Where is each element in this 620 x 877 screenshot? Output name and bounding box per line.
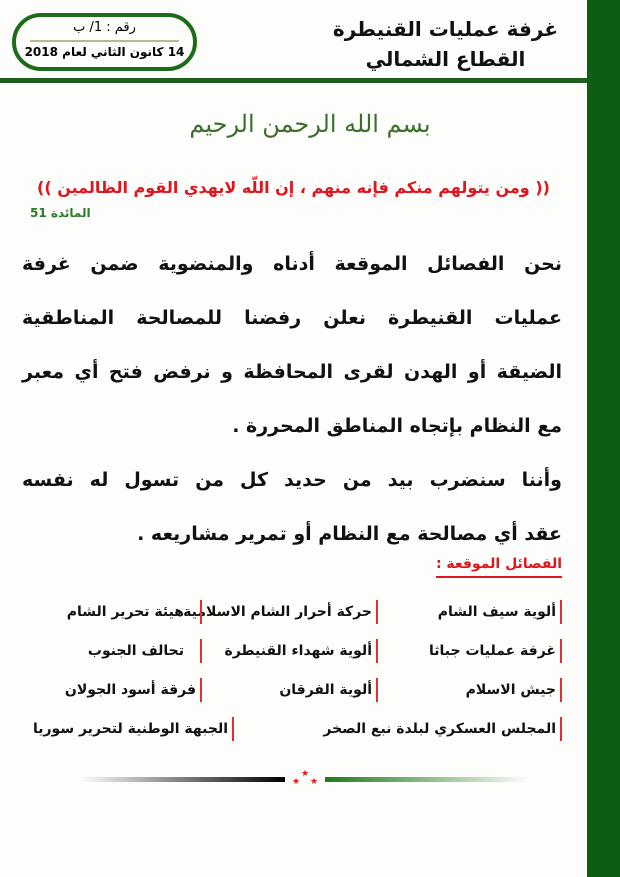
org-line-1: غرفة عمليات القنيطرة xyxy=(332,17,558,41)
signatory: ألوية شهداء القنيطرة xyxy=(202,639,378,663)
surah-reference: المائدة 51 xyxy=(30,206,91,220)
signatory: جيش الاسلام xyxy=(378,678,562,702)
statement-line: عقد أي مصالحة مع النظام أو تمرير مشاريعه . xyxy=(137,523,562,545)
statement-line: الضيقة أو الهدن لقرى المحافظة و نرفض فتح أي معبر xyxy=(22,361,562,383)
signatory: حركة أحرار الشام الاسلامية xyxy=(202,600,378,624)
signatory: تحالف الجنوب xyxy=(28,639,202,663)
signatory: ألوية الفرقان xyxy=(202,678,378,702)
reference-box xyxy=(12,13,197,71)
signatories-heading: الفصائل الموقعة : xyxy=(436,556,562,578)
document-date: 14 كانون الثاني لعام 2018 xyxy=(24,45,185,59)
star-icon: ★ xyxy=(291,777,301,784)
statement-body xyxy=(22,244,562,568)
signatories-list xyxy=(28,592,562,748)
signatory: هيئة تحرير الشام xyxy=(28,600,202,624)
black-stripe xyxy=(80,777,285,782)
header-divider xyxy=(0,78,587,83)
statement-line: مع النظام بإتجاه المناطق المحررة . xyxy=(232,415,562,437)
green-stripe xyxy=(325,777,530,782)
statement-line: وأننا سنضرب بيد من حديد كل من تسول له نفسه xyxy=(22,469,562,491)
signatory: الجبهة الوطنية لتحرير سوريا xyxy=(28,717,234,741)
star-icon: ★ xyxy=(309,777,319,784)
statement-line: نحن الفصائل الموقعة أدناه والمنضوية ضمن غرفة xyxy=(22,253,562,275)
green-side-bar xyxy=(587,0,620,877)
signatory: غرفة عمليات جباثا xyxy=(378,639,562,663)
signatory-row xyxy=(28,670,562,709)
quran-verse: (( ومن يتولهم منكم فإنه منهم ، إن اللّه لايهدي القوم الظالمين )) xyxy=(37,178,550,197)
signatory-row xyxy=(28,631,562,670)
signatory-row xyxy=(28,592,562,631)
reference-number: رقم : 1/ ب xyxy=(30,17,179,42)
syrian-flag-divider xyxy=(80,768,530,784)
signatory: ألوية سيف الشام xyxy=(378,600,562,624)
signatory: المجلس العسكري لبلدة نبع الصخر xyxy=(234,717,562,741)
statement-line: عمليات القنيطرة نعلن رفضنا للمصالحة المناطقية xyxy=(22,307,562,329)
org-line-2: القطاع الشمالي xyxy=(365,47,526,71)
organization-name xyxy=(333,14,558,74)
basmala-calligraphy: بسم الله الرحمن الرحيم xyxy=(189,110,431,138)
signatory-row xyxy=(28,709,562,748)
star-icon: ★ xyxy=(300,769,310,779)
signatory: فرقة أسود الجولان xyxy=(28,678,202,702)
